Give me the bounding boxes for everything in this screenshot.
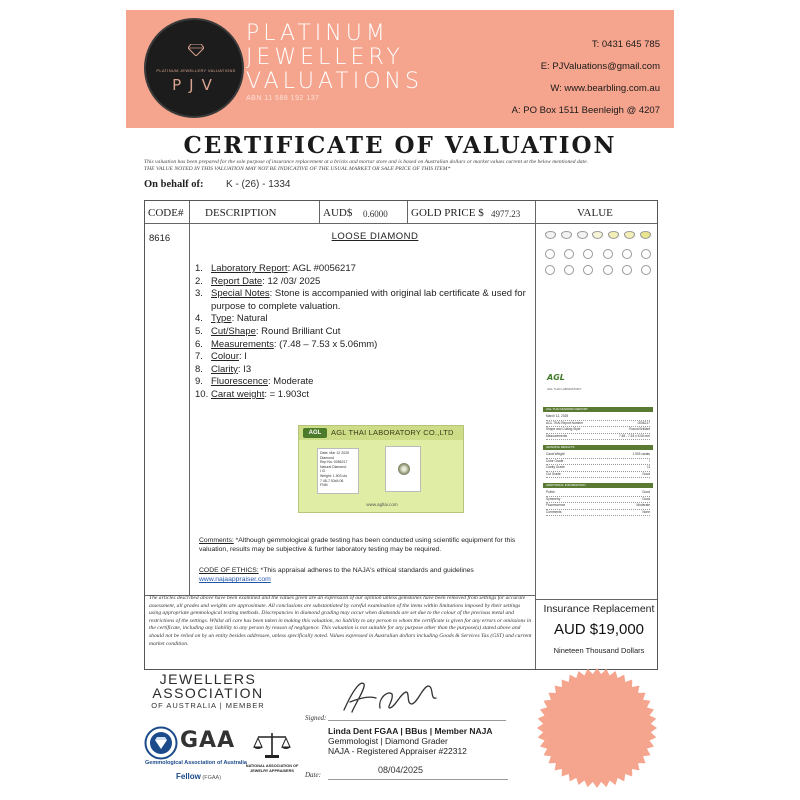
ja-subtitle: OF AUSTRALIA | MEMBER xyxy=(151,701,265,710)
diamond-stone xyxy=(398,463,410,475)
signed-label: Signed: xyxy=(305,714,327,722)
property-number: 4. xyxy=(195,313,203,325)
header-aud-label: AUD$ xyxy=(323,207,353,219)
gem-icon xyxy=(545,265,555,275)
signature-line xyxy=(328,720,506,721)
property-label: Fluorescence xyxy=(211,376,269,388)
header-gold-label: GOLD PRICE $ xyxy=(411,207,484,219)
date-label: Date: xyxy=(305,771,321,779)
mini-report-line: Measurements 7.48 - 7.53 x 5.06 mm xyxy=(546,434,650,441)
gem-icon xyxy=(592,231,603,239)
property-value: : Stone is accompanied with original lab certificate & used for purpose to complete valuation. xyxy=(211,288,526,312)
gem-icon xyxy=(622,265,632,275)
gem-icon xyxy=(603,249,613,259)
ja-line: ASSOCIATION xyxy=(152,685,264,701)
property-label: Clarity xyxy=(211,363,238,375)
gaa-logo-text: GAA xyxy=(180,728,236,753)
item-title: LOOSE DIAMOND xyxy=(331,231,419,242)
signer-title: NAJA - Registered Appraiser #22312 xyxy=(328,746,467,756)
property-item xyxy=(195,313,535,326)
lab-info-line: Diamond xyxy=(320,455,335,460)
mini-report-line: Clarity Grade I3 xyxy=(546,465,650,472)
property-value: : AGL #0056217 xyxy=(287,263,356,274)
insurance-words: Nineteen Thousand Dollars xyxy=(553,646,645,655)
item-code: 8616 xyxy=(149,233,171,244)
agl-logo: AGL xyxy=(303,428,327,438)
property-value: : I3 xyxy=(237,363,252,375)
mini-report-line: Comments None xyxy=(546,510,650,517)
disclaimer-line: THE VALUE NOTED IN THIS VALUATION MAY NOT BE INDICATIVE OF THE USUAL MARKET OR SALE PRICE OF THIS ITEM* xyxy=(144,166,451,172)
scales-icon xyxy=(252,730,292,760)
property-item xyxy=(195,364,535,377)
insurance-value: AUD $19,000 xyxy=(553,621,645,638)
property-item xyxy=(195,263,535,276)
brand-line: VALUATIONS xyxy=(246,69,423,94)
insurance-label: Insurance Replacement xyxy=(543,603,655,615)
gem-icon xyxy=(624,231,635,239)
signer-title: Gemmologist | Diamond Grader xyxy=(328,736,448,746)
mini-report-lines xyxy=(546,490,650,516)
gem-icon xyxy=(583,249,593,259)
brand-line: PLATINUM xyxy=(246,21,389,46)
mini-report-line: Shape and Cutting Style Round Brilliant xyxy=(546,427,650,434)
contact-details xyxy=(512,34,660,122)
lab-card-image xyxy=(298,425,464,513)
fellow-label: Fellow (FGAA) xyxy=(176,772,222,781)
company-logo xyxy=(144,18,244,118)
fine-print: The articles described above have been examined and the values given are an expression of our opinion unless gemstones have been removed from settings for accurate assessment, all grades and weights are approximate. All conclusions are substantiated by careful examination of the items within limitations imposed by their settings using appropriate gemmological testing methods. Discrepancies in diamond grading may occur when diamonds are set due to the colour of the precious metal and restrictions of the settings. Whilst all care has been taken in making this valuation, no liability to any person to whom the certificate is given for any errors or omissions in the certificate, including any liability to any person by reason of negligence. This valuation is not suitable for any purpose other than the purpose(s) stated above and should not be relied on by an entity besides addressee, unless specifically noted. Values expressed in Australian dollars including Goods & Services Tax (GST) and current market condition. xyxy=(149,595,532,647)
column-divider xyxy=(407,201,408,223)
ja-line: JEWELLERS xyxy=(159,671,257,687)
gem-icon xyxy=(545,249,555,259)
property-number: 2. xyxy=(195,275,203,287)
column-divider xyxy=(319,201,320,223)
naja-link[interactable]: www.najaappraiser.com xyxy=(199,576,271,583)
diamond-grading-chart xyxy=(545,231,651,301)
property-label: Type xyxy=(211,313,232,325)
abn-number: ABN 11 588 192 137 xyxy=(246,95,320,102)
property-item xyxy=(195,326,535,339)
header-gold-value: 4977.23 xyxy=(491,209,521,219)
mini-report-lines xyxy=(546,414,650,440)
agl-logo: AGL xyxy=(547,373,565,382)
gem-icon xyxy=(583,265,593,275)
gem-icon xyxy=(603,265,613,275)
behalf-value: K - (26) - 1334 xyxy=(226,179,291,190)
property-label: Carat weight xyxy=(211,388,265,400)
naja-logo-text: NATIONAL ASSOCIATION OF JEWELRY APPRAISERS xyxy=(245,764,299,773)
colour-scale xyxy=(545,231,651,239)
property-label: Colour xyxy=(211,351,239,363)
gaa-subtitle: Gemmological Association of Australia xyxy=(145,760,247,766)
phone-number: T: 0431 645 785 xyxy=(591,39,660,50)
valuation-table xyxy=(144,200,658,670)
behalf-label: On behalf of: xyxy=(144,179,204,190)
logo-ring-text: PLATINUM JEWELLERY VALUATIONS xyxy=(156,68,236,73)
lab-info-line: Natural Diamond xyxy=(320,464,347,469)
lab-card-info xyxy=(317,448,359,494)
mini-report-line: Symmetry Good xyxy=(546,497,650,504)
diamond-icon xyxy=(188,44,204,56)
signer-details xyxy=(328,726,493,756)
valuation-disclaimer xyxy=(144,159,664,173)
clarity-scale xyxy=(545,249,651,259)
gem-icon xyxy=(640,231,651,239)
comments-text: *Although gemmological grade testing has been conducted using scientific equipment for this valuation, results may be subjective & further laboratory testing may be required. xyxy=(199,537,516,553)
lab-info-line: FNM xyxy=(320,483,328,488)
property-value: : Moderate xyxy=(268,376,314,388)
property-value: : = 1.903ct xyxy=(264,388,309,400)
mini-report-line: Color Grade I xyxy=(546,459,650,466)
property-number: 6. xyxy=(195,338,203,350)
gem-icon xyxy=(545,231,556,239)
header-code: CODE# xyxy=(148,207,184,219)
gem-icon xyxy=(564,265,574,275)
signer-name: Linda Dent FGAA | BBus | Member NAJA xyxy=(328,726,493,736)
item-properties xyxy=(195,263,535,402)
stone-window xyxy=(385,446,421,492)
gaa-emblem-icon xyxy=(144,726,178,760)
company-name xyxy=(246,22,423,94)
property-number: 7. xyxy=(195,351,203,363)
property-number: 3. xyxy=(195,288,203,300)
property-value: : I xyxy=(239,351,247,363)
property-label: Laboratory Report xyxy=(211,263,288,274)
property-value: : 12 /03/ 2025 xyxy=(262,275,321,287)
header-divider xyxy=(145,223,657,224)
handwritten-signature xyxy=(330,672,450,720)
gem-icon xyxy=(561,231,572,239)
clarity-scale xyxy=(545,265,651,275)
gem-icon xyxy=(564,249,574,259)
mini-report-line: AGL THAI Report Number 0056217 xyxy=(546,421,650,428)
email-address: E: PJValuations@gmail.com xyxy=(540,61,660,72)
ethics-label: CODE OF ETHICS: xyxy=(199,567,259,574)
website: W: www.bearbling.com.au xyxy=(550,83,660,94)
property-number: 1. xyxy=(195,263,203,274)
brand-line: JEWELLERY xyxy=(246,45,404,70)
property-label: Cut/Shape xyxy=(211,325,256,337)
lab-info-line: Date: Mar 12 2025 xyxy=(320,451,349,455)
document-title: CERTIFICATE OF VALUATION xyxy=(183,132,617,159)
property-item xyxy=(195,351,535,364)
lab-info-line: 7.48-7.53x5.06 xyxy=(320,478,344,483)
mini-report-section: GRADING RESULTS xyxy=(543,445,653,450)
code-of-ethics xyxy=(199,566,539,584)
lab-info-line: Rep No: 0056217 xyxy=(320,460,348,465)
property-number: 8. xyxy=(195,363,203,375)
gem-icon xyxy=(608,231,619,239)
property-item xyxy=(195,389,535,402)
property-item xyxy=(195,376,535,389)
property-number: 9. xyxy=(195,376,203,388)
column-divider xyxy=(189,201,190,595)
property-label: Special Notes xyxy=(211,288,270,300)
lab-info-line: Weight: 1.903 cts xyxy=(320,473,347,478)
comments xyxy=(199,536,539,554)
mini-report-lines xyxy=(546,452,650,478)
lab-name: AGL THAI LABORATORY CO.,LTD xyxy=(331,428,454,437)
seal-shape xyxy=(537,668,657,788)
lab-url: www.agltai.com xyxy=(366,502,398,507)
property-item xyxy=(195,276,535,289)
ethics-text: *This appraisal adheres to the NAJA's ethical standards and guidelines xyxy=(258,567,474,574)
jewellers-association-logo xyxy=(148,672,268,700)
row-divider xyxy=(535,599,657,600)
mini-report-line: Carat Weight 1.903 carats xyxy=(546,452,650,459)
letterhead xyxy=(126,10,674,128)
property-value: : (7.48 – 7.53 x 5.06mm) xyxy=(273,338,378,350)
mini-report-sub: AGL THAI LABORATORY xyxy=(547,387,582,391)
postal-address: A: PO Box 1511 Beenleigh @ 4207 xyxy=(511,105,660,116)
property-item xyxy=(195,288,535,313)
mini-report-line: March 12, 2025 xyxy=(546,414,650,421)
gem-icon xyxy=(577,231,588,239)
property-value: : Natural xyxy=(231,313,268,325)
logo-initials: PJV xyxy=(172,76,220,94)
mini-lab-report xyxy=(543,373,653,529)
mini-report-section: AGL THAI DIAMOND REPORT xyxy=(543,407,653,412)
gem-icon xyxy=(622,249,632,259)
date-line xyxy=(328,779,508,780)
header-value: VALUE xyxy=(577,207,613,219)
gem-icon xyxy=(641,249,651,259)
property-item xyxy=(195,339,535,352)
header-aud-value: 0.6000 xyxy=(363,209,388,219)
mini-report-line: Fluorescence Moderate xyxy=(546,503,650,510)
disclaimer-line: This valuation has been prepared for the sole purpose of insurance replacement at a bricks and mortar store and is based on Australian dollars or market values current at the below mentioned date. xyxy=(144,159,588,165)
lab-info-line: I I3 xyxy=(320,469,325,474)
property-number: 5. xyxy=(195,325,203,337)
property-label: Measurements xyxy=(211,338,274,350)
property-value: : Round Brilliant Cut xyxy=(255,325,341,337)
property-number: 10. xyxy=(195,388,209,400)
valuation-date: 08/04/2025 xyxy=(378,765,424,775)
mini-report-line: Polish Good xyxy=(546,490,650,497)
property-label: Report Date xyxy=(211,275,263,287)
comments-label: Comments: xyxy=(199,537,234,544)
mini-report-section: ADDITIONAL INFORMATION xyxy=(543,483,653,488)
mini-report-line: Cut Grade Good xyxy=(546,472,650,479)
gem-icon xyxy=(641,265,651,275)
embossed-seal xyxy=(536,667,658,789)
header-description: DESCRIPTION xyxy=(205,207,277,219)
